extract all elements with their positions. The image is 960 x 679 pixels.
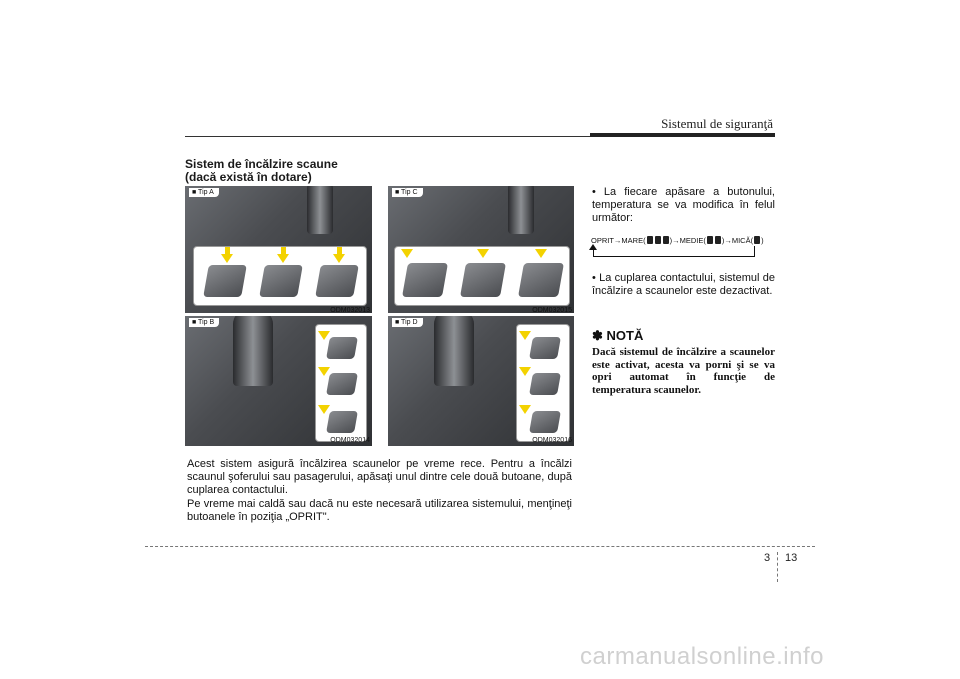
press-arrow-icon: [277, 254, 289, 263]
press-arrow-icon: [401, 249, 413, 258]
seq-arrow: →: [613, 236, 622, 245]
bullet-item: • La fiecare apăsare a butonului, temperatura se va modifica în felul următor:: [592, 186, 775, 224]
body-paragraph: Acest sistem asigură încălzirea scaunelor pe vreme rece. Pentru a încălzi scaunul şoferului sau pasagerului, apăsaţi unul dintre cele două butoane, după cuplarea contactului.: [187, 458, 572, 496]
indicator-icon: [655, 236, 661, 244]
indicator-icon: [663, 236, 669, 244]
seq-arrow: →: [724, 236, 732, 245]
press-arrow-icon: [519, 367, 531, 376]
note-body: Dacă sistemul de încălzire a scaunelor este activat, acesta va porni şi se va opri automat în funcţie de temperatura scaunelor.: [592, 346, 775, 396]
press-arrow-icon: [477, 249, 489, 258]
press-arrow-icon: [225, 247, 230, 254]
press-arrow-icon: [221, 254, 233, 263]
seq-medium: MEDIE(: [679, 236, 706, 245]
figure-code: ODM032013: [330, 307, 370, 314]
switch-inset: [193, 246, 367, 306]
seat-heater-switch: [203, 265, 247, 297]
press-arrow-icon: [535, 249, 547, 258]
section-title-line2: (dacă există în dotare): [185, 170, 312, 184]
figure-label: ■ Tip A: [189, 188, 219, 197]
figure-label: ■ Tip D: [392, 318, 423, 327]
seq-close: ): [761, 236, 764, 245]
press-arrow-icon: [281, 247, 286, 254]
watermark: carmanualsonline.info: [580, 643, 824, 670]
gear-lever: [508, 186, 534, 234]
gear-lever: [307, 186, 333, 234]
press-arrow-icon: [318, 331, 330, 340]
seat-heater-switch: [315, 265, 359, 297]
seat-heater-switch: [460, 263, 506, 297]
cycle-arrow-icon: [589, 244, 597, 250]
figure-tip-a: [185, 186, 372, 313]
page-header-title: Sistemul de siguranţă: [661, 116, 773, 131]
indicator-icon: [715, 236, 721, 244]
figure-label: ■ Tip B: [189, 318, 219, 327]
seq-low: MICĂ(: [731, 236, 754, 245]
indicator-icon: [707, 236, 713, 244]
seat-heater-switch: [529, 337, 561, 359]
section-title-line1: Sistem de încălzire scaune: [185, 157, 338, 171]
footer-separator: [777, 552, 778, 582]
seq-off: OPRIT: [591, 236, 614, 245]
gear-lever: [434, 316, 474, 386]
seat-heater-switch: [529, 411, 561, 433]
seat-heater-switch: [259, 265, 303, 297]
body-paragraph: Pe vreme mai caldă sau dacă nu este necesară utilizarea sistemului, menţineţi butoanele în poziţia „OPRIT".: [187, 498, 572, 523]
seat-heater-switch: [402, 263, 448, 297]
seat-heater-switch: [529, 373, 561, 395]
seq-arrow: →: [672, 236, 680, 245]
press-arrow-icon: [318, 405, 330, 414]
figure-code: ODM032015: [532, 307, 572, 314]
header-rule-accent: [590, 133, 775, 137]
seat-heater-switch: [326, 337, 358, 359]
cycle-bracket: [593, 246, 755, 257]
seat-heater-switch: [326, 411, 358, 433]
press-arrow-icon: [519, 405, 531, 414]
figure-tip-b: [185, 316, 372, 446]
seq-close: ): [721, 236, 725, 245]
press-arrow-icon: [318, 367, 330, 376]
bullet-item: • La cuplarea contactului, sistemul de încălzire a scaunelor este dezactivat.: [592, 272, 775, 297]
figure-tip-c: [388, 186, 574, 313]
figure-code: ODM032016: [532, 437, 572, 444]
indicator-icon: [647, 236, 653, 244]
temperature-sequence: [591, 236, 764, 245]
switch-inset: [516, 324, 570, 442]
indicator-icon: [754, 236, 760, 244]
chapter-number: 3: [764, 552, 771, 564]
press-arrow-icon: [519, 331, 531, 340]
switch-inset: [394, 246, 570, 306]
figure-code: ODM032014: [330, 437, 370, 444]
note-title: ✽ NOTĂ: [592, 328, 644, 343]
seat-heater-switch: [518, 263, 564, 297]
seat-heater-switch: [326, 373, 358, 395]
page-number: 13: [785, 552, 798, 564]
switch-inset: [315, 324, 367, 442]
footer-rule: [145, 546, 815, 547]
seq-close: ): [669, 236, 673, 245]
figure-label: ■ Tip C: [392, 188, 423, 197]
figure-tip-d: [388, 316, 574, 446]
gear-lever: [233, 316, 273, 386]
section-title: [185, 158, 385, 184]
seq-high: MARE(: [621, 236, 646, 245]
press-arrow-icon: [337, 247, 342, 254]
press-arrow-icon: [333, 254, 345, 263]
